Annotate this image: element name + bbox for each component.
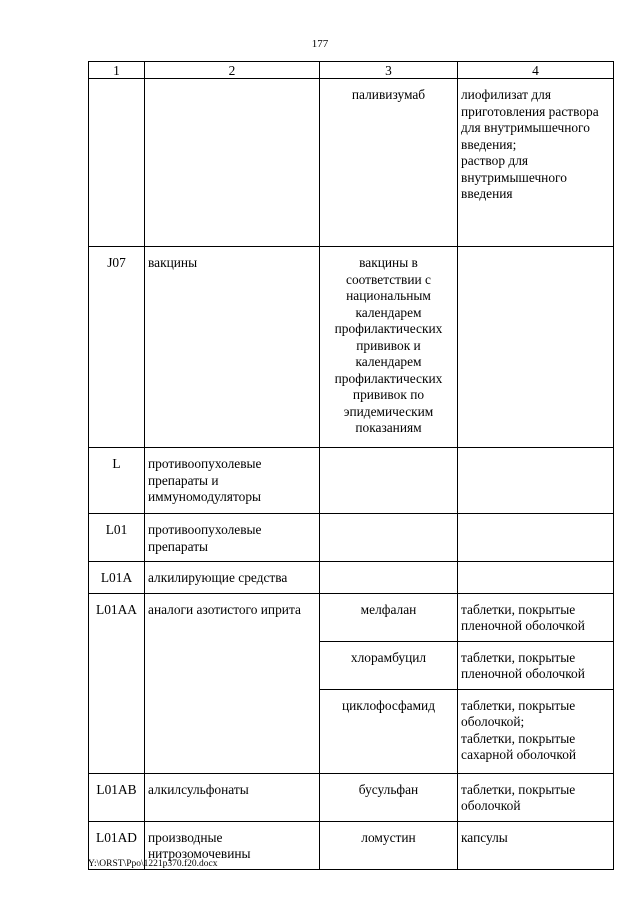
inn-name: циклофосфамид <box>320 689 458 773</box>
atc-group-name: алкилсульфонаты <box>145 773 320 821</box>
inn-name: вакцины в соответствии с национальным календарем профилактических прививок и календарем профилактических прививок по эпидемическим показаниям <box>320 247 458 448</box>
atc-group-name: производные нитрозомочевины <box>145 821 320 869</box>
dosage-form-cell <box>458 79 614 247</box>
atc-code: L01 <box>89 514 145 562</box>
table-row <box>89 247 614 448</box>
page-number: 177 <box>311 38 329 50</box>
atc-code <box>89 689 145 773</box>
atc-group-name: вакцины <box>145 247 320 448</box>
atc-code <box>89 79 145 247</box>
dosage-form: капсулы <box>458 821 614 869</box>
table-header-row <box>89 62 614 79</box>
atc-group-name: алкилирующие средства <box>145 562 320 594</box>
atc-code: L <box>89 448 145 514</box>
dosage-form-cell <box>458 689 614 773</box>
table-row <box>89 641 614 689</box>
atc-code: J07 <box>89 247 145 448</box>
inn-name: бусульфан <box>320 773 458 821</box>
dosage-form <box>458 562 614 594</box>
atc-code: L01AB <box>89 773 145 821</box>
inn-name <box>320 562 458 594</box>
dosage-form <box>458 514 614 562</box>
dosage-form: таблетки, покрытые оболочкой; таблетки, покрытые сахарной оболочкой <box>461 697 577 762</box>
document-file-path: Y:\ORST\Ppo\1221p370.f20.docx <box>88 859 218 869</box>
header-col-1: 1 <box>89 62 145 79</box>
atc-group-name: противоопухолевые препараты и иммуномодуляторы <box>145 448 320 514</box>
atc-group-name <box>145 79 320 247</box>
table-row <box>89 773 614 821</box>
inn-name: ломустин <box>320 821 458 869</box>
atc-code <box>89 641 145 689</box>
dosage-form <box>458 448 614 514</box>
atc-code: L01AA <box>89 593 145 641</box>
inn-name: паливизумаб <box>320 79 458 247</box>
atc-group-name: аналоги азотистого иприта <box>145 593 320 641</box>
table-row <box>89 79 614 247</box>
medication-table <box>88 61 614 870</box>
atc-code: L01AD <box>89 821 145 869</box>
atc-group-name: противоопухолевые препараты <box>145 514 320 562</box>
inn-name: хлорамбуцил <box>320 641 458 689</box>
table-row <box>89 514 614 562</box>
inn-name <box>320 448 458 514</box>
dosage-form <box>458 247 614 448</box>
dosage-form: таблетки, покрытые оболочкой <box>458 773 614 821</box>
dosage-form: таблетки, покрытые пленочной оболочкой <box>458 593 614 641</box>
table-row <box>89 448 614 514</box>
header-col-3: 3 <box>320 62 458 79</box>
inn-name <box>320 514 458 562</box>
atc-group-name <box>145 689 320 773</box>
table-row <box>89 593 614 641</box>
atc-group-name <box>145 641 320 689</box>
dosage-form: лиофилизат для приготовления раствора для внутримышечного введения; раствор для внутримышечного введения <box>461 87 599 201</box>
header-col-4: 4 <box>458 62 614 79</box>
header-col-2: 2 <box>145 62 320 79</box>
table-row <box>89 562 614 594</box>
atc-code: L01A <box>89 562 145 594</box>
dosage-form: таблетки, покрытые пленочной оболочкой <box>458 641 614 689</box>
inn-name: мелфалан <box>320 593 458 641</box>
table-row <box>89 689 614 773</box>
